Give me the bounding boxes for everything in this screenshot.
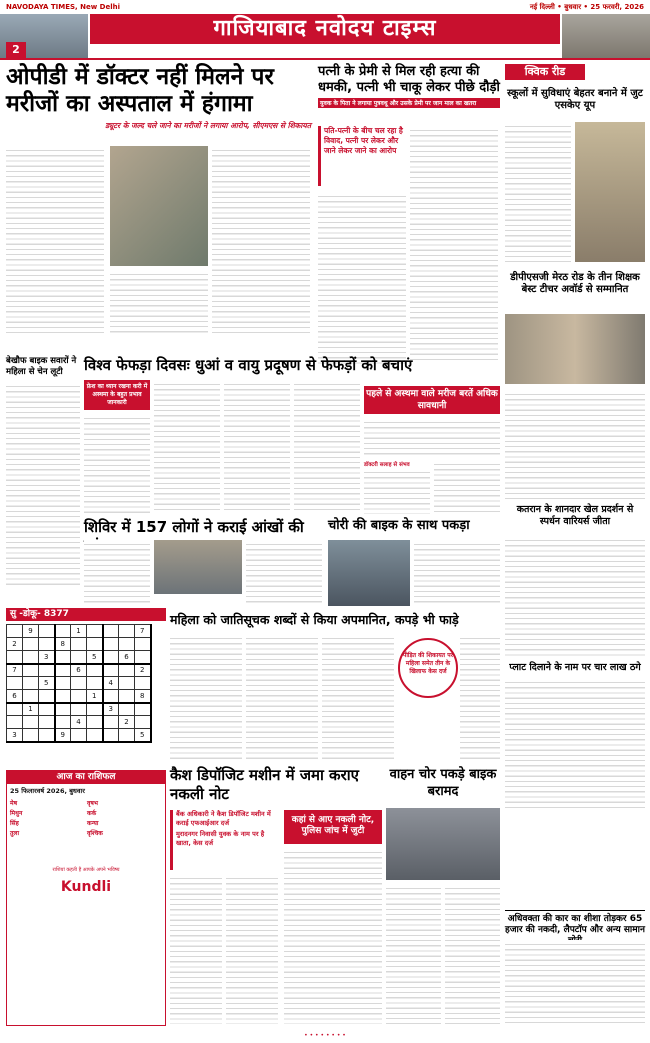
kundli-tagline: राशियां कहती है आपके अपने भविष्य [52,867,120,873]
quickread-label: क्विक रीड [505,64,585,80]
story5-body-col1 [84,540,150,606]
story8-body-col3 [284,848,382,1024]
story4 [84,356,500,516]
sudoku-row [7,651,151,664]
footer-dots: • • • • • • • • [304,1032,346,1039]
sudoku-cell [71,703,87,716]
story7 [170,612,500,762]
story4-body-col6 [434,460,500,514]
story8-bullets [170,810,280,870]
sudoku-row [7,729,151,742]
sudoku-cell [135,677,151,690]
quickread-body5 [505,940,645,1024]
lead-story [6,64,311,364]
sudoku-cell [71,729,87,742]
sudoku-cell: 1 [87,690,103,703]
sudoku-cell: 2 [7,638,23,651]
sudoku-cell [23,638,39,651]
story7-headline: महिला को जातिसूचक शब्दों से किया अपमानित, कपड़े भी फाड़े [170,612,459,627]
sudoku-cell [7,677,23,690]
quickread-column [505,64,645,1024]
quickread-photo1 [575,122,645,262]
story2-deck: युवक के पिता ने लगाया पुत्रवधू और उसके प्रेमी पर जान माल का खतरा [318,98,500,108]
story6-body [414,540,500,606]
horoscope-sign: सिंह [10,820,19,827]
sudoku-cell [135,651,151,664]
story4-body-col5 [364,468,430,514]
sudoku-cell: 2 [119,716,135,729]
story5-photo [154,540,242,594]
masthead-title: गाजियाबाद नवोदय टाइम्स [90,14,560,44]
sudoku-cell [23,716,39,729]
sudoku-cell [55,716,71,729]
story9 [386,766,500,1026]
story8-bullet-1: बैंक अधिकारी ने कैश डिपॉजिट मशीन में कराई एफआईआर दर्ज [176,810,271,827]
story4-body-col2 [154,380,220,514]
sudoku-cell [55,664,71,677]
sudoku-cell [119,625,135,638]
sudoku-cell [103,716,119,729]
horoscope-sign: मिथुन [10,810,23,817]
sudoku-cell [39,716,55,729]
lead-body-col1 [6,146,104,336]
sudoku-cell: 4 [103,677,119,690]
sudoku-cell [23,677,39,690]
story8-bullet-2: मुरादनगर निवासी युवक के नाम पर है खाता, केस दर्ज [176,830,265,847]
sudoku-cell: 3 [39,651,55,664]
sudoku-cell: 8 [135,690,151,703]
sudoku-cell [23,651,39,664]
sudoku-cell [119,664,135,677]
sudoku-cell [71,651,87,664]
lead-body-col3 [212,146,310,336]
sudoku-cell: 1 [23,703,39,716]
story4-subq: डॉक्टरी सलाह से संभव [364,462,410,468]
horoscope [6,770,166,1026]
sudoku-row [7,703,151,716]
sudoku-cell [119,690,135,703]
sudoku-cell [103,651,119,664]
story2-body-col1 [318,192,406,364]
kundli-brand: Kundli [60,879,112,895]
sudoku-cell [55,690,71,703]
quickread-item2: डीपीएसजी मेरठ रोड के तीन शिक्षक बेस्ट टीचर अवॉर्ड से सम्मानित [510,272,640,295]
quickread-body1 [505,122,571,262]
sudoku-cell [119,638,135,651]
story8-body-col2 [226,874,278,1024]
sudoku-title: सु -डोकू- 8377 [6,608,166,621]
sudoku-cell: 8 [55,638,71,651]
sudoku-cell [39,729,55,742]
story2-bullet: पति-पत्नी के बीच चल रहा है विवाद, पत्नी पर लेकर और जाने लेकर जाने का आरोप [324,126,403,155]
sudoku-row [7,638,151,651]
story4-callout-body [364,418,500,458]
edition-label: NAVODAYA TIMES, New Delhi [6,3,120,11]
sudoku-row [7,690,151,703]
sudoku-cell [71,677,87,690]
sudoku-cell [87,625,103,638]
story6-headline: चोरी की बाइक के साथ पकड़ा [328,518,470,533]
sudoku-cell [87,664,103,677]
horoscope-sign: कन्या [87,820,99,827]
story7-pull: पीड़ित की शिकायत पर महिला समेत तीन के खिलाफ केस दर्ज [398,638,458,698]
horoscope-signs [7,797,165,839]
horoscope-sign: वृश्चिक [87,830,103,837]
story7-body-col2 [246,634,318,760]
sudoku-cell [103,690,119,703]
story9-photo [386,808,500,880]
horoscope-sign: वृषभ [87,800,99,807]
sudoku-cell [135,716,151,729]
page-number: 2 [6,42,26,58]
sudoku-cell: 7 [135,625,151,638]
date-label: नई दिल्ली • बुधवार • 25 फरवरी, 2026 [529,3,644,11]
sudoku-cell [87,729,103,742]
story5 [84,518,322,608]
sudoku-cell: 9 [23,625,39,638]
story7-body-col1 [170,634,242,760]
sudoku-cell [23,729,39,742]
story7-body-col4 [460,634,500,760]
sudoku-grid [6,624,152,743]
sudoku-row [7,677,151,690]
horoscope-date: 25 फिलारवर्ष 2026, बुधवार [10,787,85,795]
story8-callout: कहां से आए नकली नोट, पुलिस जांच में जुटी [284,810,382,844]
lead-headline: ओपीडी में डॉक्टर नहीं मिलने पर मरीजों का अस्पताल में हंगामा [6,64,274,117]
story4-redbox: फ्रेश का ध्यान रखना करी में अस्थमा के बहुत प्रभाव जानकारी [84,380,150,410]
sudoku-cell: 7 [7,664,23,677]
sudoku-cell: 6 [119,651,135,664]
sudoku-row [7,716,151,729]
sudoku-cell [71,638,87,651]
story8-headline: कैश डिपॉजिट मशीन में जमा कराए नकली नोट [170,766,359,803]
masthead-photo-right [562,14,650,58]
sudoku-cell [23,690,39,703]
sudoku-cell [55,651,71,664]
sudoku [6,608,166,766]
sudoku-cell [103,729,119,742]
quickread-body2 [505,390,645,500]
quickread-item5: अधिवक्ता की कार का शीशा तोड़कर 65 हजार की नकदी, लैपटॉप और अन्य सामान [505,910,645,947]
horoscope-sign: कर्क [87,810,97,817]
sudoku-cell [119,703,135,716]
story4-body-col4 [294,380,360,514]
story6-photo [328,540,410,606]
sudoku-cell: 1 [71,625,87,638]
sudoku-cell: 3 [7,729,23,742]
story9-body-col2 [445,884,500,1024]
sudoku-cell [71,690,87,703]
story3-body [6,382,80,586]
sudoku-cell [55,703,71,716]
story8 [170,766,382,1026]
sudoku-cell [39,703,55,716]
quickread-item4: प्लाट दिलाने के नाम पर चार लाख ठगे [509,662,641,673]
sudoku-cell [87,677,103,690]
sudoku-cell [39,690,55,703]
sudoku-cell [7,625,23,638]
story4-headline: विश्व फेफड़ा दिवसः धुआं व वायु प्रदूषण से फेफड़ों को बचाएं [84,356,413,374]
sudoku-row [7,664,151,677]
sudoku-cell [103,664,119,677]
sudoku-cell [119,729,135,742]
sudoku-cell [135,703,151,716]
horoscope-sign: तुला [10,830,20,837]
lead-body-col2 [110,270,208,336]
sudoku-cell [39,625,55,638]
masthead [0,0,650,58]
sudoku-cell [119,677,135,690]
sudoku-cell: 6 [7,690,23,703]
story2-body-col2 [410,126,498,364]
story9-body-col1 [386,884,441,1024]
sudoku-cell: 3 [103,703,119,716]
sudoku-cell [7,703,23,716]
sudoku-cell [39,664,55,677]
story3-headline: बेखौफ बाइक सवारों ने महिला से चेन लूटी [6,356,77,377]
sudoku-row [7,625,151,638]
lead-photo-1 [110,146,208,266]
sudoku-cell [7,716,23,729]
quickread-item3: कतरान के शानदार खेल प्रदर्शन से स्पर्धन वारियर्स जीता [516,504,634,527]
sudoku-cell: 9 [55,729,71,742]
sudoku-cell [135,638,151,651]
story7-body-col3 [322,634,394,760]
lead-subhead: ड्यूटर के जल्द चले जाने का मरीजों ने लगाया आरोप, सीएमएस से शिकायत [105,121,311,130]
sudoku-cell [23,664,39,677]
story2 [318,64,500,364]
quickread-photo2 [505,314,645,384]
horoscope-sign: मेष [10,800,18,807]
masthead-strip [0,0,650,14]
story2-headline: पत्नी के प्रेमी से मिल रही हत्या की धमकी, पत्नी भी चाकू लेकर पीछे दौड़ी [318,64,500,95]
sudoku-cell [87,638,103,651]
sudoku-cell [103,625,119,638]
sudoku-cell: 5 [87,651,103,664]
story4-callout: पहले से अस्थमा वाले मरीज बरतें अधिक सावधानी [364,386,500,414]
sudoku-cell [39,638,55,651]
story4-body-col3 [224,380,290,514]
story5-body-col2 [246,540,322,606]
sudoku-cell: 5 [135,729,151,742]
story9-headline: वाहन चोर पकड़े बाइक बरामद [389,767,497,799]
sudoku-cell [87,716,103,729]
story8-body-col1 [170,874,222,1024]
sudoku-cell [87,703,103,716]
sudoku-cell [55,625,71,638]
story2-bullet-box [318,126,406,186]
sudoku-cell: 5 [39,677,55,690]
quickread-body4 [505,678,645,808]
sudoku-cell: 2 [135,664,151,677]
story5-headline: शिविर में 157 लोगों ने कराई आंखों की [84,518,304,536]
story3 [6,356,80,586]
horoscope-title: आज का राशिफल [7,771,165,784]
story4-body-col1 [84,414,150,514]
sudoku-cell [103,638,119,651]
sudoku-cell: 4 [71,716,87,729]
masthead-rule [0,58,650,60]
sudoku-cell [55,677,71,690]
quickread-body3 [505,536,645,656]
story6 [328,518,500,608]
sudoku-cell [7,651,23,664]
quickread-item1: स्कूलों में सुविधाएं बेहतर बनाने में जुट एसकेए यूप [507,88,643,111]
sudoku-cell: 6 [71,664,87,677]
